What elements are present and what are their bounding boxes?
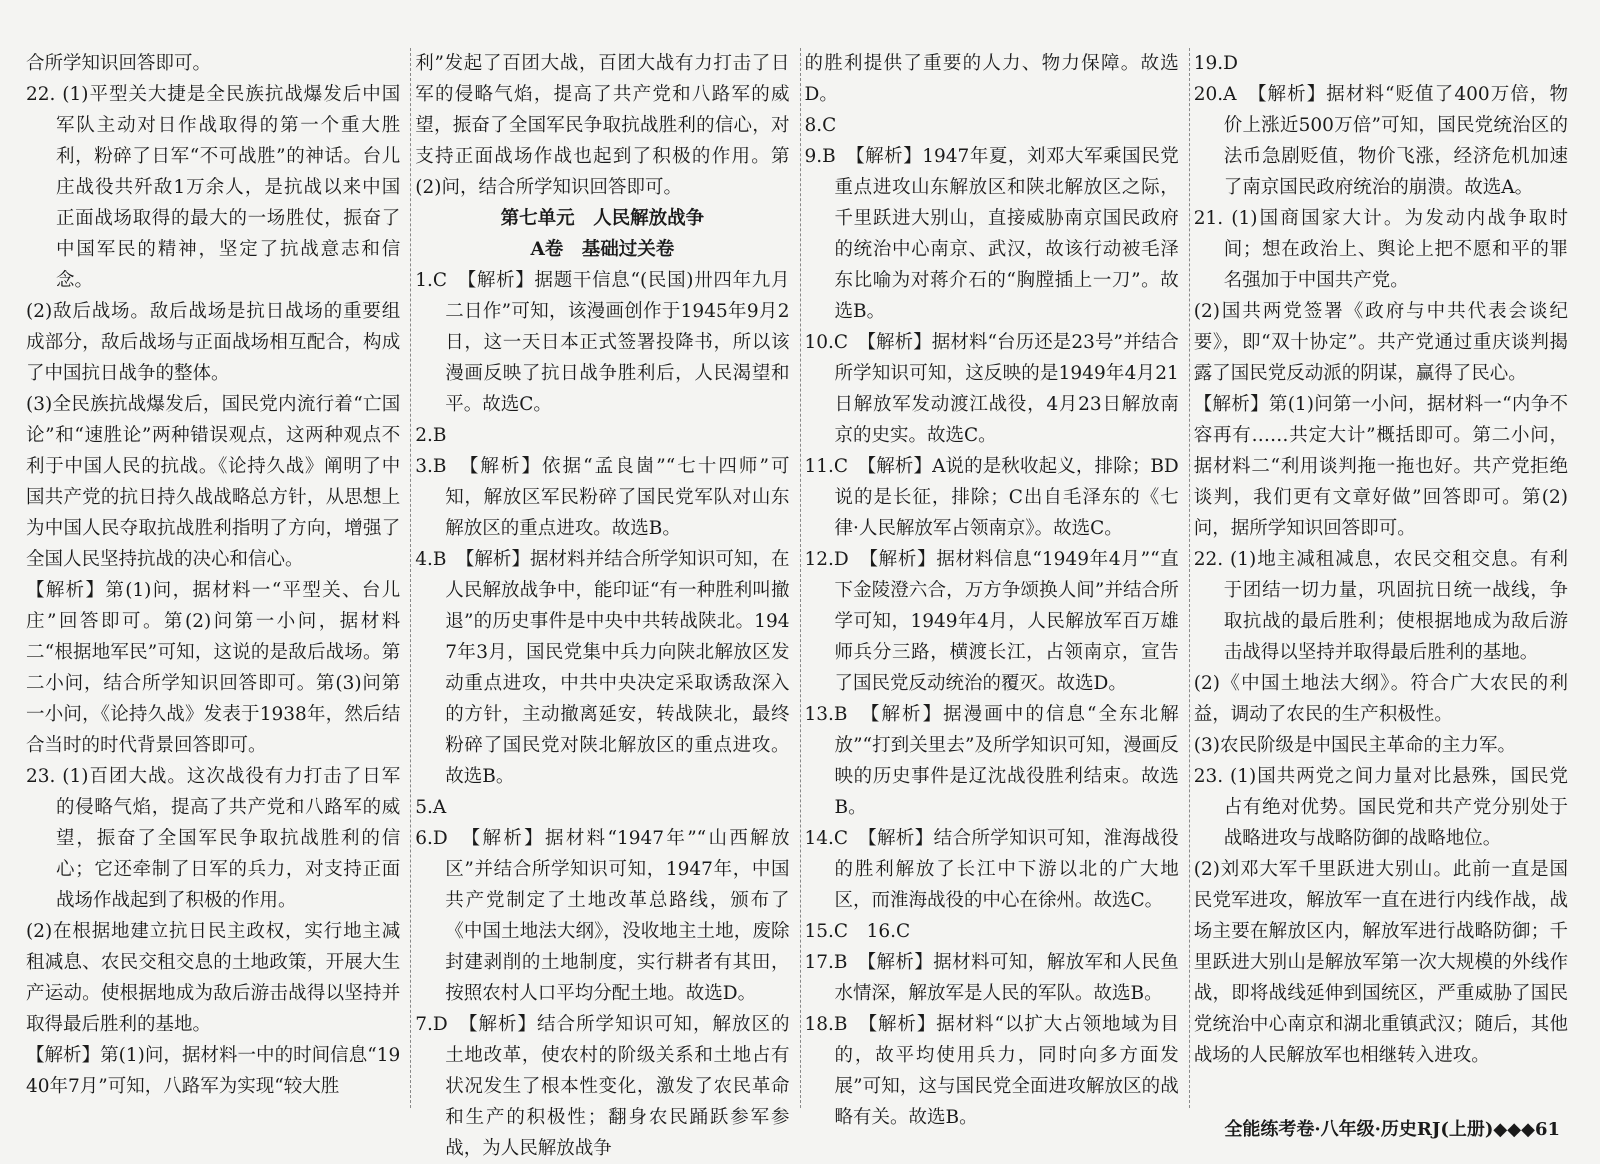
answer-item: 3.B 【解析】依据“孟良崮”“七十四师”可知，解放区军民粉碎了国民党军队对山东解放区的重点进攻。故选B。 bbox=[415, 456, 790, 539]
answer-item: 17.B 【解析】据材料可知，解放军和人民鱼水情深，解放军是人民的军队。故选B。 bbox=[804, 952, 1179, 1004]
answer-item: 6.D 【解析】据材料“1947年”“山西解放区”并结合所学知识可知，1947年，中国共产党制定了土地改革总路线，颁布了《中国土地法大纲》，没收地主土地，废除封建剥削的土地制度，实行耕者有其田，按照农村人口平均分配土地。故选D。 bbox=[415, 828, 790, 1004]
paragraph: (2)敌后战场。敌后战场是抗日战场的重要组成部分，敌后战场与正面战场相互配合，构成了中国抗日战争的整体。 bbox=[26, 301, 401, 384]
answer-item: 23. (1)国共两党之间力量对比悬殊，国民党占有绝对优势。国民党和共产党分别处于战略进攻与战略防御的战略地位。 bbox=[1193, 766, 1568, 849]
answer-item: 13.B 【解析】据漫画中的信息“全东北解放”“打到关里去”及所学知识可知，漫画反映的历史事件是辽沈战役胜利结束。故选B。 bbox=[804, 704, 1179, 818]
answer-item: 7.D 【解析】结合所学知识可知，解放区的土地改革，使农村的阶级关系和土地占有状况发生了根本性变化，激发了农民革命和生产的积极性；翻身农民踊跃参军参战，为人民解放战争 bbox=[415, 1014, 790, 1159]
answer-item: 21. (1)国商国家大计。为发动内战争取时间；想在政治上、舆论上把不愿和平的罪名强加于中国共产党。 bbox=[1193, 208, 1568, 291]
column-4 bbox=[1190, 48, 1578, 1108]
answer-item: 19.D bbox=[1193, 53, 1239, 74]
unit-heading: 第七单元 人民解放战争 bbox=[500, 208, 705, 229]
answer-item: 22. (1)地主减租减息，农民交租交息。有利于团结一切力量，巩固抗日统一战线，争取抗战的最后胜利；使根据地成为敌后游击战得以坚持并取得最后胜利的基地。 bbox=[1193, 549, 1568, 663]
paragraph: (2)国共两党签署《政府与中共代表会谈纪要》，即“双十协定”。共产党通过重庆谈判揭露了国民党反动派的阴谋，赢得了民心。 bbox=[1193, 301, 1568, 384]
answer-item: 2.B bbox=[415, 425, 447, 446]
paragraph: (3)农民阶级是中国民主革命的主力军。 bbox=[1193, 735, 1516, 756]
paragraph: (3)全民族抗战爆发后，国民党内流行着“亡国论”和“速胜论”两种错误观点，这两种观点不利于中国人民的抗战。《论持久战》阐明了中国共产党的抗日持久战战略总方针，从思想上为中国人民夺取抗战胜利指明了方向，增强了全国人民坚持抗战的决心和信心。 bbox=[26, 394, 401, 570]
answer-item: 9.B 【解析】1947年夏，刘邓大军乘国民党重点进攻山东解放区和陕北解放区之际，千里跃进大别山，直接威胁南京国民政府的统治中心南京、武汉，故该行动被毛泽东比喻为对蒋介石的“胸膛插上一刀”。故选B。 bbox=[804, 146, 1179, 322]
paragraph: (2)刘邓大军千里跃进大别山。此前一直是国民党军进攻，解放军一直在进行内线作战，战场主要在解放区内，解放军进行战略防御；千里跃进大别山是解放军第一次大规模的外线作战，即将战线延伸到国统区，严重威胁了国民党统治中心南京和湖北重镇武汉；随后，其他战场的人民解放军也相继转入进攻。 bbox=[1193, 859, 1568, 1066]
answer-22: 22. (1)平型关大捷是全民族抗战爆发后中国军队主动对日作战取得的第一个重大胜利，粉碎了日军“不可战胜”的神话。台儿庄战役共歼敌1万余人，是抗战以来中国正面战场取得的最大的一场胜仗，振奋了中国军民的精神，坚定了抗战意志和信念。 bbox=[26, 84, 401, 291]
answer-item: 12.D 【解析】据材料信息“1949年4月”“直下金陵澄六合，万方争颂换人间”并结合所学可知，1949年4月，人民解放军百万雄师兵分三路，横渡长江，占领南京，宣告了国民党反动统治的覆灭。故选D。 bbox=[804, 549, 1179, 694]
paragraph: (2)在根据地建立抗日民主政权，实行地主减租减息、农民交租交息的土地政策，开展大生产运动。使根据地成为敌后游击战得以坚持并取得最后胜利的基地。 bbox=[26, 921, 401, 1035]
answer-item: 4.B 【解析】据材料并结合所学知识可知，在人民解放战争中，能印证“有一种胜利叫撤退”的历史事件是中央中共转战陕北。1947年3月，国民党集中兵力向陕北解放区发动重点进攻，中共中央决定采取诱敌深入的方针，主动撤离延安，转战陕北，最终粉碎了国民党对陕北解放区的重点进攻。故选B。 bbox=[415, 549, 790, 787]
page-footer: 全能练考卷·八年级·历史RJ(上册)◆◆◆61 bbox=[1224, 1119, 1560, 1140]
column-2 bbox=[411, 48, 800, 1159]
answer-23: 23. (1)百团大战。这次战役有力打击了日军的侵略气焰，提高了共产党和八路军的威望，振奋了全国军民争取抗战胜利的信心；它还牵制了日军的兵力，对支持正面战场作战起到了积极的作用。 bbox=[26, 766, 401, 911]
answer-item: 18.B 【解析】据材料“以扩大占领地域为目的，故平均使用兵力，同时向多方面发展”可知，这与国民党全面进攻解放区的战略有关。故选B。 bbox=[804, 1014, 1179, 1128]
analysis: 【解析】第(1)问，据材料一“平型关、台儿庄”回答即可。第(2)问第一小问，据材料二“根据地军民”可知，这说的是敌后战场。第二小问，结合所学知识回答即可。第(3)问第一小问，《论持久战》发表于1938年，然后结合当时的时代背景回答即可。 bbox=[26, 580, 401, 756]
analysis: 【解析】第(1)问第一小问，据材料一“内争不容再有……共定大计”概括即可。第二小问，据材料二“利用谈判拖一拖也好。共产党拒绝谈判，我们更有文章好做”回答即可。第(2)问，据所学知识回答即可。 bbox=[1193, 394, 1568, 539]
section-heading: A卷 基础过关卷 bbox=[530, 239, 675, 260]
answer-item: 11.C 【解析】A说的是秋收起义，排除；BD说的是长征，排除；C出自毛泽东的《七律·人民解放军占领南京》。故选C。 bbox=[804, 456, 1179, 539]
answer-item: 20.A 【解析】据材料“贬值了400万倍，物价上涨近500万倍”可知，国民党统治区的法币急剧贬值，物价飞涨，经济危机加速了南京国民政府统治的崩溃。故选A。 bbox=[1193, 84, 1568, 198]
answer-item: 15.C 16.C bbox=[804, 921, 911, 942]
column-1 bbox=[22, 48, 411, 1108]
paragraph: 合所学知识回答即可。 bbox=[26, 53, 212, 74]
answer-item: 10.C 【解析】据材料“台历还是23号”并结合所学知识可知，这反映的是1949年4月21日解放军发动渡江战役，4月23日解放南京的史实。故选C。 bbox=[804, 332, 1179, 446]
answer-item: 14.C 【解析】结合所学知识可知，淮海战役的胜利解放了长江中下游以北的广大地区，而淮海战役的中心在徐州。故选C。 bbox=[804, 828, 1179, 911]
column-3 bbox=[801, 48, 1190, 1128]
paragraph: 利”发起了百团大战，百团大战有力打击了日军的侵略气焰，提高了共产党和八路军的威望，振奋了全国军民争取抗战胜利的信心，对支持正面战场作战也起到了积极的作用。第(2)问，结合所学知识回答即可。 bbox=[415, 53, 790, 198]
paragraph: (2)《中国土地法大纲》。符合广大农民的利益，调动了农民的生产积极性。 bbox=[1193, 673, 1568, 725]
analysis: 【解析】第(1)问，据材料一中的时间信息“1940年7月”可知，八路军为实现“较大胜 bbox=[26, 1045, 401, 1097]
answer-item: 1.C 【解析】据题干信息“(民国)卅四年九月二日作”可知，该漫画创作于1945年9月2日，这一天日本正式签署投降书，所以该漫画反映了抗日战争胜利后，人民渴望和平。故选C。 bbox=[415, 270, 790, 415]
answer-item: 8.C bbox=[804, 115, 837, 136]
paragraph: 的胜利提供了重要的人力、物力保障。故选D。 bbox=[804, 53, 1179, 105]
answer-item: 5.A bbox=[415, 797, 447, 818]
